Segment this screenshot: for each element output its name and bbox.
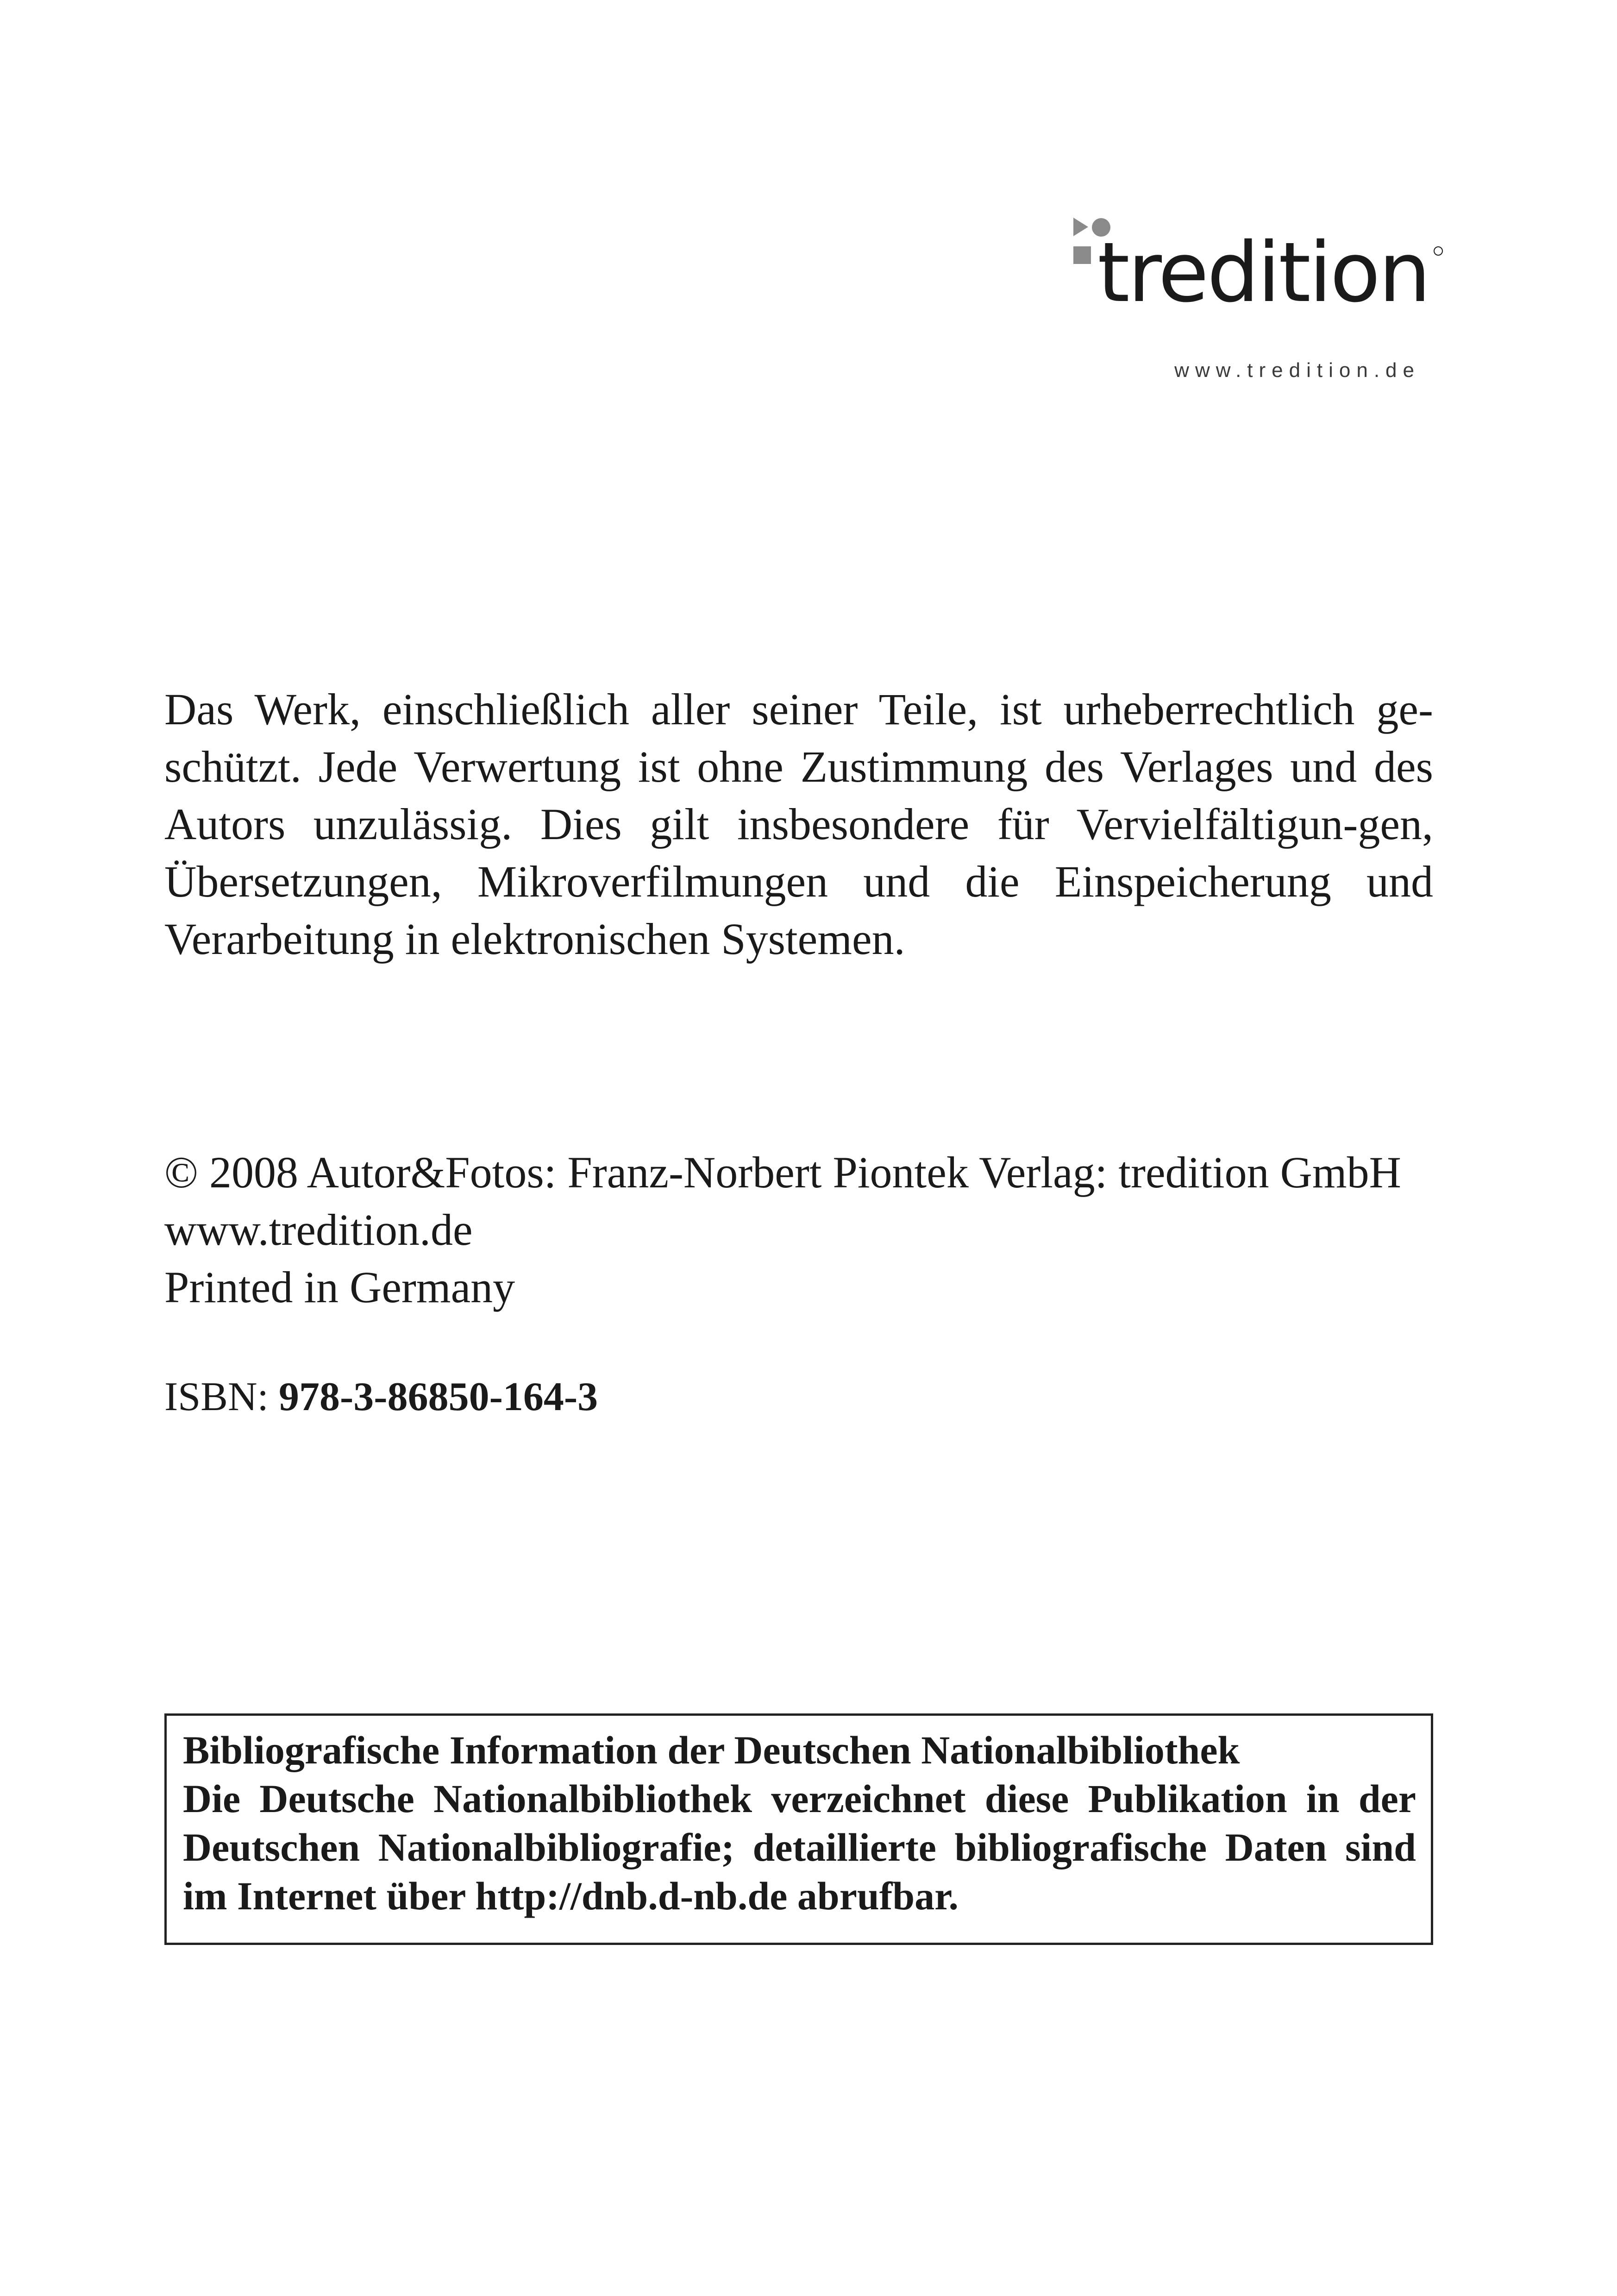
legal-notice: Das Werk, einschließlich aller seiner Teile, ist urheberrechtlich ge-schützt. Jede Verwertung ist ohne Zustimmung des Verlages und des Autors unzulässig. Dies gilt insbesondere für Vervielfältigun-gen, Übersetzungen, Mikroverfilmungen und die Einspeicherung und Verarbeitung in elektronischen Systemen. (164, 684, 1433, 964)
isbn (164, 1368, 598, 1426)
tredition-logo (1065, 218, 1445, 315)
imprint (164, 1144, 1401, 1316)
logo-wordmark: tredition (1097, 225, 1429, 315)
bibliographic-text: Die Deutsche Nationalbibliothek verzeichnet diese Publikation in der Deutschen Nationalbibliografie; detaillierte bibliografische Daten sind im Internet über http://dnb.d-nb.de abrufbar. (183, 1776, 1416, 1918)
logo-url: www.tredition.de (1174, 359, 1420, 382)
printed-line: Printed in Germany (164, 1262, 515, 1312)
website-line: www.tredition.de (164, 1205, 473, 1255)
copyright-line: © 2008 Autor&Fotos: Franz-Norbert Piontek Verlag: tredition GmbH (164, 1148, 1401, 1197)
bibliographic-info-box (164, 1713, 1433, 1945)
isbn-label: ISBN: (164, 1374, 269, 1419)
isbn-value: 978-3-86850-164-3 (278, 1374, 598, 1419)
tredition-logo-graphic (1065, 218, 1445, 315)
registered-mark-icon (1434, 247, 1442, 255)
bibliographic-title: Bibliografische Information der Deutschen Nationalbibliothek (183, 1728, 1240, 1772)
logo-square-icon (1073, 246, 1091, 264)
logo-triangle-icon (1073, 218, 1088, 236)
